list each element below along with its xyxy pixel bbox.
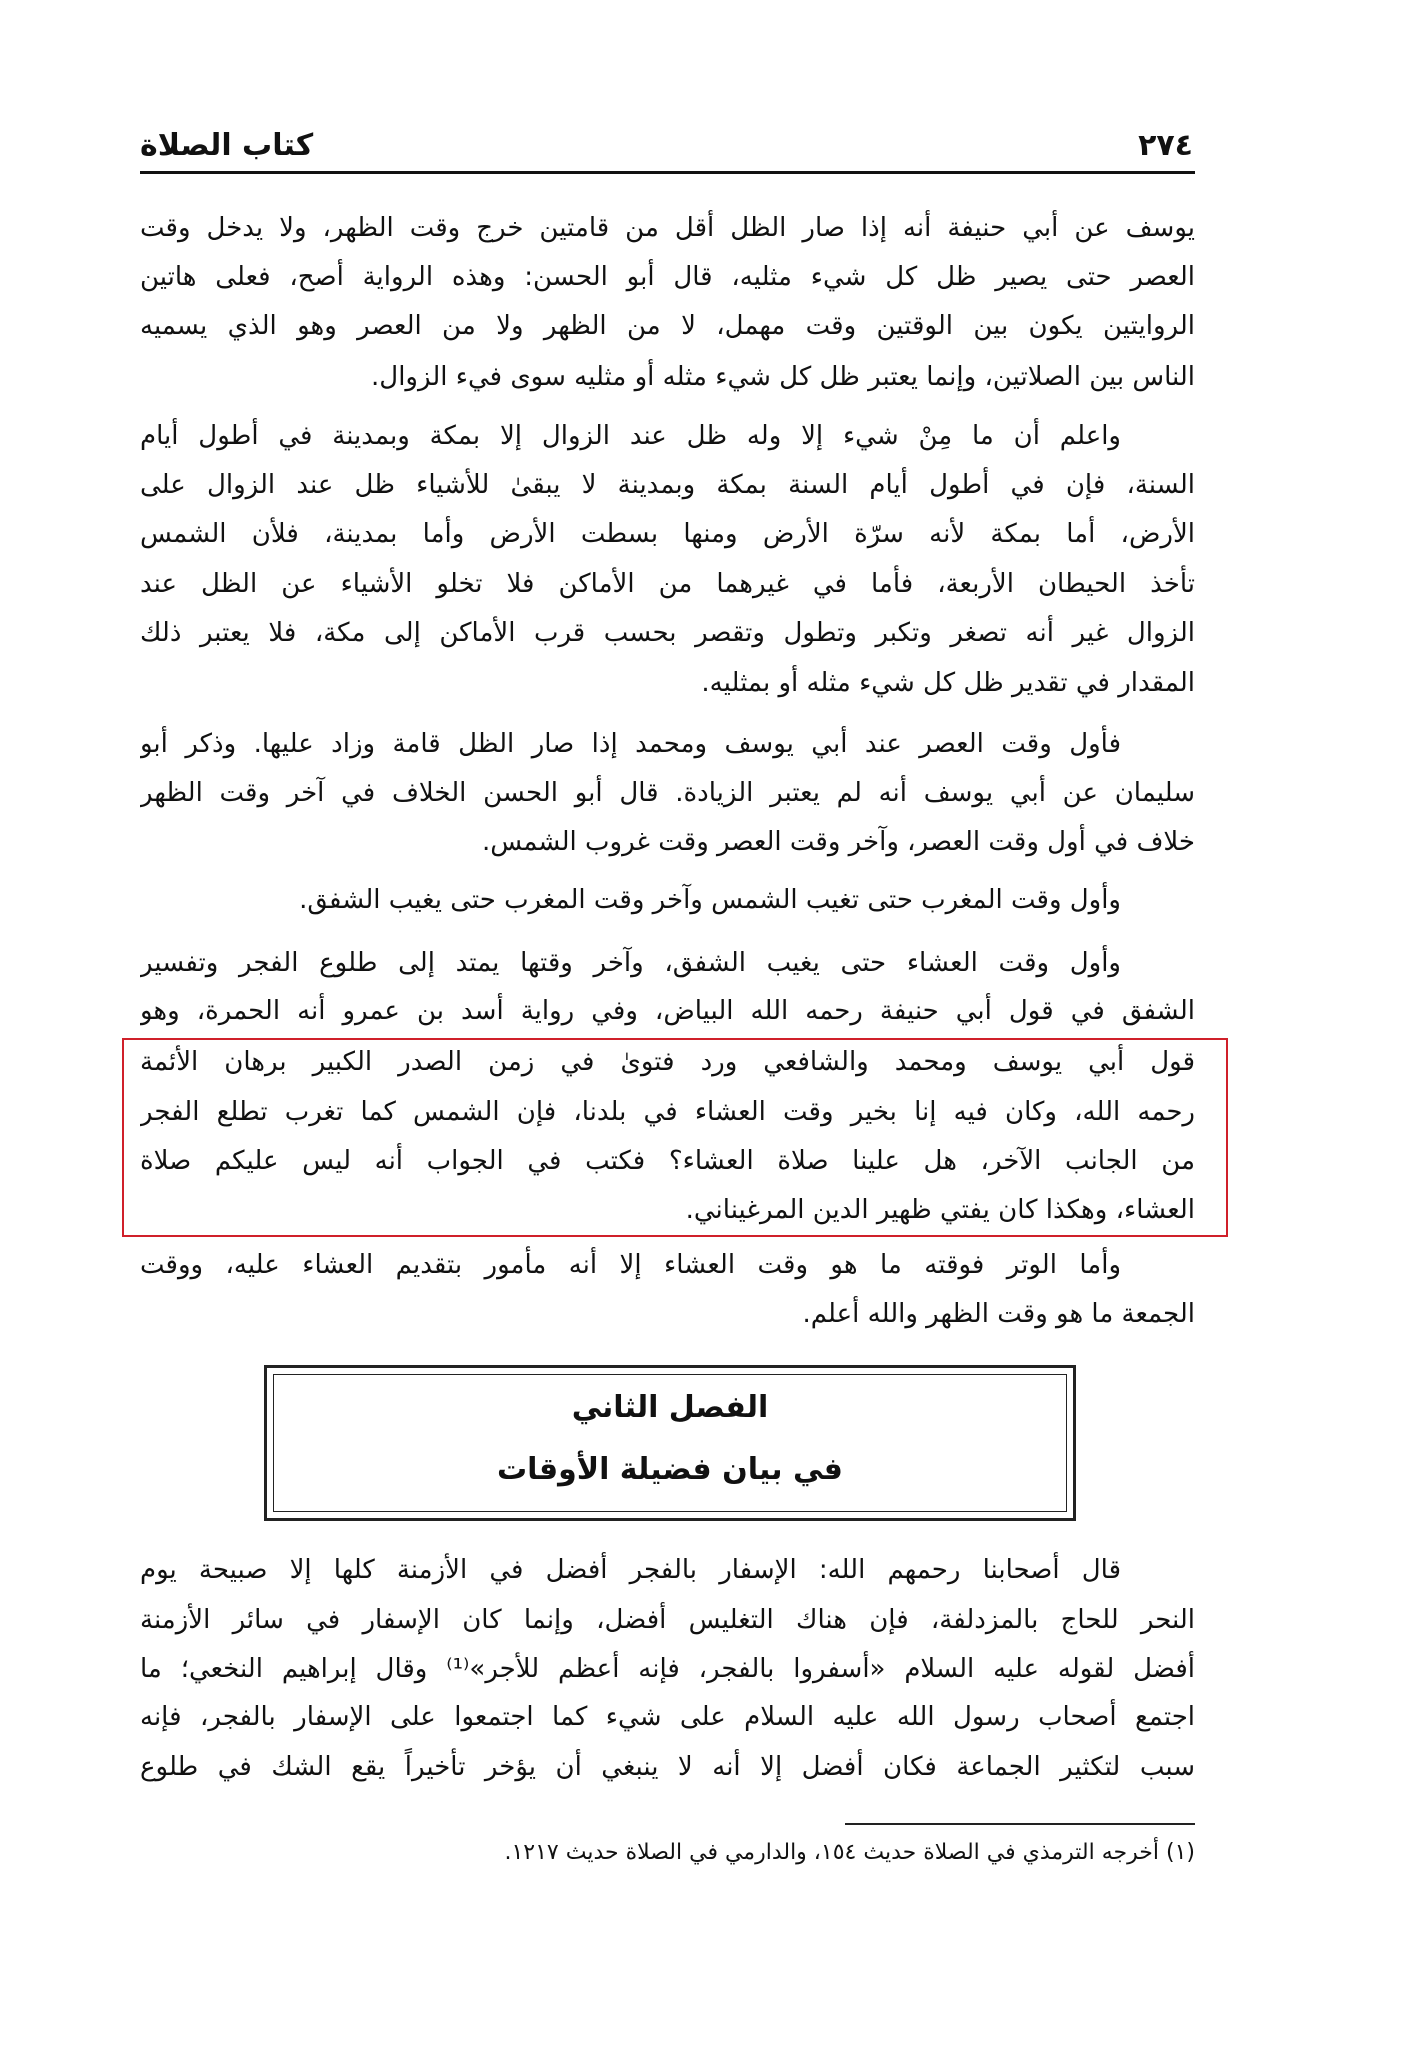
header-rule	[140, 171, 1195, 174]
text-line: الروايتين يكون بين الوقتين وقت مهمل، لا من الظهر ولا من العصر وهو الذي يسميه	[140, 311, 1195, 341]
page-number: ٢٧٤	[1138, 128, 1193, 163]
text-line: الشفق في قول أبي حنيفة رحمه الله البياض، وفي رواية أسد بن عمرو أنه الحمرة، وهو	[140, 996, 1195, 1026]
running-header-title: كتاب الصلاة	[140, 128, 314, 163]
text-line: العشاء، وهكذا كان يفتي ظهير الدين المرغيناني.	[685, 1195, 1195, 1225]
text-line: سبب لتكثير الجماعة فكان أفضل إلا أنه لا ينبغي أن يؤخر تأخيراً يقع الشك في طلوع	[140, 1752, 1195, 1782]
text-line: المقدار في تقدير ظل كل شيء مثله أو بمثليه.	[701, 668, 1195, 698]
text-line: خلاف في أول وقت العصر، وآخر وقت العصر وقت غروب الشمس.	[481, 827, 1195, 857]
text-line: واعلم أن ما مِنْ شيء إلا وله ظل عند الزوال إلا بمكة وبمدينة في أطول أيام	[140, 421, 1121, 451]
text-line: وأول وقت المغرب حتى تغيب الشمس وآخر وقت المغرب حتى يغيب الشفق.	[299, 885, 1121, 915]
text-line: سليمان عن أبي يوسف أنه لم يعتبر الزيادة. قال أبو الحسن الخلاف في آخر وقت الظهر	[140, 778, 1195, 808]
text-line: قول أبي يوسف ومحمد والشافعي ورد فتوىٰ في زمن الصدر الكبير برهان الأئمة	[140, 1047, 1195, 1077]
text-line: وأول وقت العشاء حتى يغيب الشفق، وآخر وقتها يمتد إلى طلوع الفجر وتفسير	[140, 948, 1121, 978]
text-line: فأول وقت العصر عند أبي يوسف ومحمد إذا صار الظل قامة وزاد عليها. وذكر أبو	[140, 729, 1121, 759]
chapter-title: الفصل الثاني	[571, 1390, 769, 1425]
footnote-rule	[845, 1823, 1195, 1825]
text-line: الأرض، أما بمكة لأنه سرّة الأرض ومنها بسطت الأرض وأما بمدينة، فلأن الشمس	[140, 519, 1195, 549]
text-line: النحر للحاج بالمزدلفة، فإن هناك التغليس أفضل، وإنما كان الإسفار في سائر الأزمنة	[140, 1605, 1195, 1635]
chapter-heading-frame	[264, 1365, 1076, 1521]
text-line: رحمه الله، وكان فيه إنا بخير وقت العشاء في بلدنا، فإن الشمس كما تغرب تطلع الفجر	[140, 1097, 1195, 1127]
text-line: العصر حتى يصير ظل كل شيء مثليه، قال أبو الحسن: وهذه الرواية أصح، فعلى هاتين	[140, 262, 1195, 292]
text-line: تأخذ الحيطان الأربعة، فأما في غيرهما من الأماكن فلا تخلو الأشياء عن الظل عند	[140, 569, 1195, 599]
text-line: وأما الوتر فوقته ما هو وقت العشاء إلا أنه مأمور بتقديم العشاء عليه، ووقت	[140, 1250, 1121, 1280]
text-line: من الجانب الآخر، هل علينا صلاة العشاء؟ فكتب في الجواب أنه ليس عليكم صلاة	[140, 1146, 1195, 1176]
footnote: (١) أخرجه الترمذي في الصلاة حديث ١٥٤، والدارمي في الصلاة حديث ١٢١٧.	[504, 1840, 1195, 1865]
text-line: الناس بين الصلاتين، وإنما يعتبر ظل كل شيء مثله أو مثليه سوى فيء الزوال.	[371, 362, 1195, 392]
text-line: قال أصحابنا رحمهم الله: الإسفار بالفجر أفضل في الأزمنة كلها إلا صبيحة يوم	[140, 1555, 1121, 1585]
text-line: السنة، فإن في أطول أيام السنة بمكة وبمدينة لا يبقىٰ للأشياء ظل عند الزوال على	[140, 470, 1195, 500]
text-line: الجمعة ما هو وقت الظهر والله أعلم.	[802, 1299, 1195, 1329]
text-line: أفضل لقوله عليه السلام «أسفروا بالفجر، فإنه أعظم للأجر»⁽¹⁾ وقال إبراهيم النخعي؛ ما	[140, 1654, 1195, 1684]
text-line: اجتمع أصحاب رسول الله عليه السلام على شيء كما اجتمعوا على الإسفار بالفجر، فإنه	[140, 1702, 1195, 1732]
text-line: يوسف عن أبي حنيفة أنه إذا صار الظل أقل من قامتين خرج وقت الظهر، ولا يدخل وقت	[140, 213, 1195, 243]
text-line: الزوال غير أنه تصغر وتكبر وتطول وتقصر بحسب قرب الأماكن إلى مكة، فلا يعتبر ذلك	[140, 618, 1195, 648]
chapter-subtitle: في بيان فضيلة الأوقات	[497, 1452, 843, 1487]
